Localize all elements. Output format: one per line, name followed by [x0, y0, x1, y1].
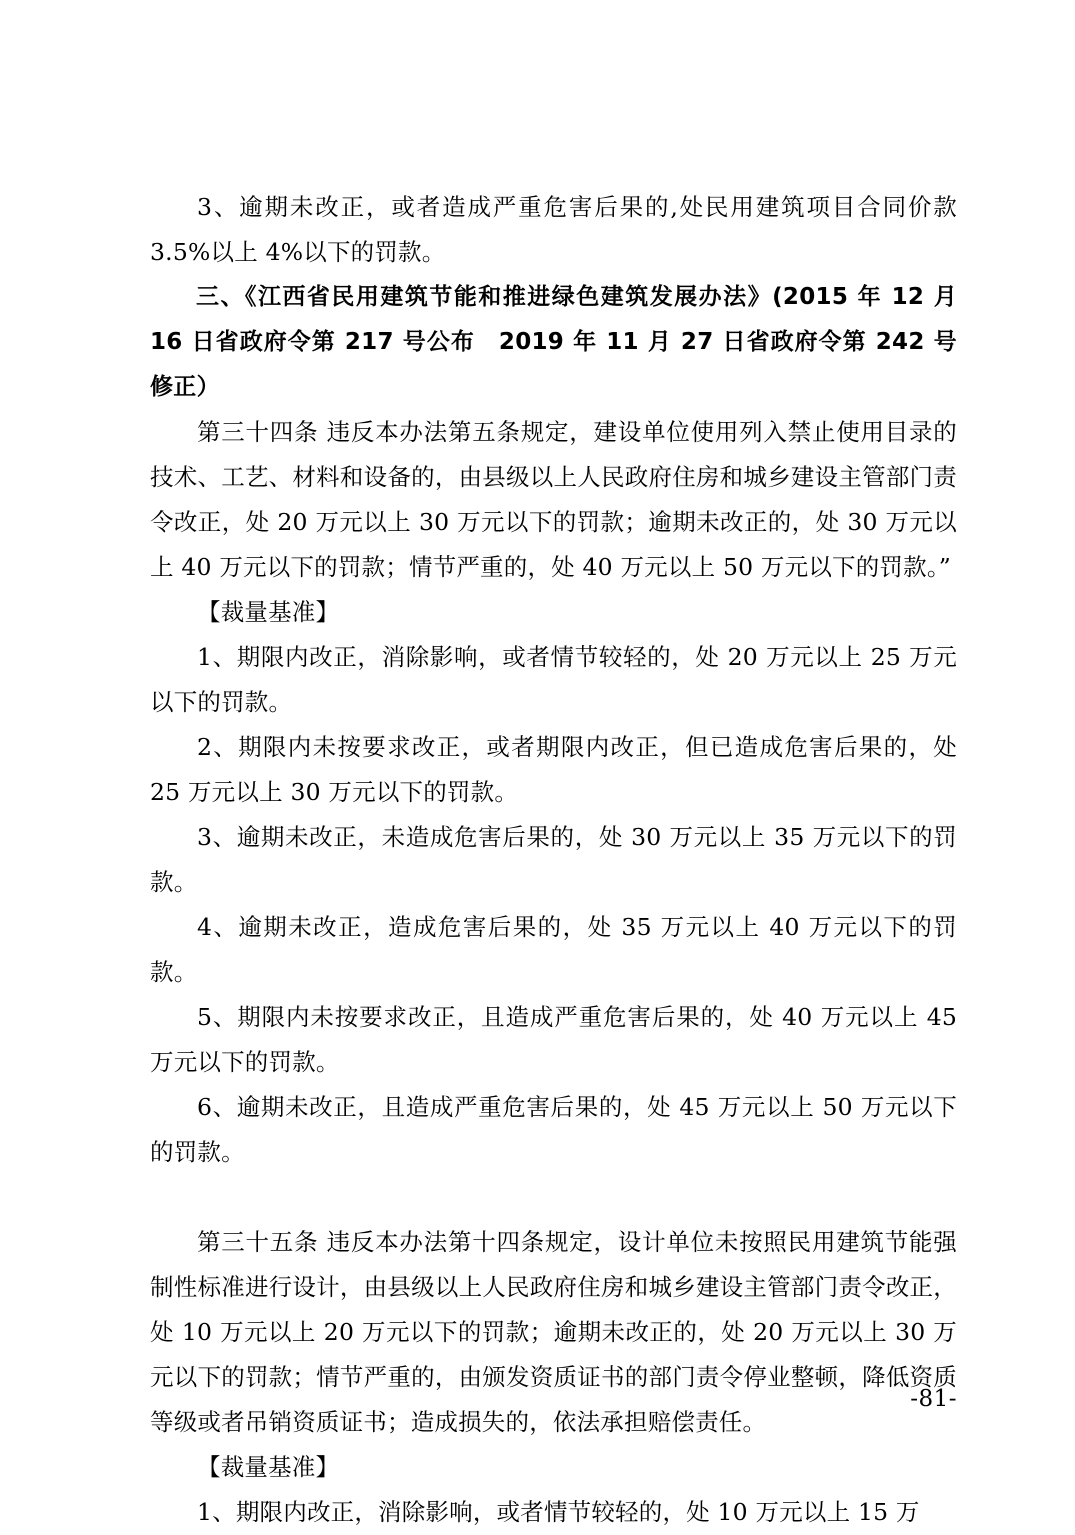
article-34-text: 第三十四条 违反本办法第五条规定，建设单位使用列入禁止使用目录的技术、工艺、材料和设备的，由县级以上人民政府住房和城乡建设主管部门责令改正，处 20 万元以上 30 万元以下的罚款；逾期未改正的，处 30 万元以上 40 万元以下的罚款；情节严重的，处 40 万元以上 50 万元以下的罚款。” [150, 418, 957, 581]
criteria-35-item-1: 1、期限内改正，消除影响，或者情节较轻的，处 10 万元以上 15 万 [197, 1498, 920, 1526]
page-number: -81- [910, 1386, 957, 1412]
document-body [150, 185, 957, 1535]
criteria-34-item-1: 1、期限内改正，消除影响，或者情节较轻的，处 20 万元以上 25 万元以下的罚款。 [150, 643, 957, 716]
discretion-criteria-label-2: 【裁量基准】 [197, 1453, 340, 1481]
discretion-criteria-label-1: 【裁量基准】 [197, 598, 340, 626]
criteria-34-item-6: 6、逾期未改正，且造成严重危害后果的，处 45 万元以上 50 万元以下的罚款。 [150, 1093, 957, 1166]
criteria-34-item-3: 3、逾期未改正，未造成危害后果的，处 30 万元以上 35 万元以下的罚款。 [150, 823, 957, 896]
article-35-text: 第三十五条 违反本办法第十四条规定，设计单位未按照民用建筑节能强制性标准进行设计，由县级以上人民政府住房和城乡建设主管部门责令改正，处 10 万元以上 20 万元以下的罚款；逾期未改正的，处 20 万元以上 30 万元以下的罚款；情节严重的，由颁发资质证书的部门责令停业整顿，降低资质等级或者吊销资质证书；造成损失的，依法承担赔偿责任。 [150, 1228, 957, 1436]
criteria-34-item-5: 5、期限内未按要求改正，且造成严重危害后果的，处 40 万元以上 45 万元以下的罚款。 [150, 1003, 957, 1076]
criteria-34-item-2: 2、期限内未按要求改正，或者期限内改正，但已造成危害后果的，处 25 万元以上 30 万元以下的罚款。 [150, 733, 957, 806]
section-heading-three: 三、《江西省民用建筑节能和推进绿色建筑发展办法》(2015 年 12 月 16 日省政府令第 217 号公布 2019 年 11 月 27 日省政府令第 242 号修正） [150, 284, 957, 400]
paragraph-item-3: 3、逾期未改正，或者造成严重危害后果的,处民用建筑项目合同价款 3.5%以上 4%以下的罚款。 [150, 193, 957, 266]
criteria-34-item-4: 4、逾期未改正，造成危害后果的，处 35 万元以上 40 万元以下的罚款。 [150, 913, 957, 986]
paragraph-spacer [150, 1175, 957, 1220]
